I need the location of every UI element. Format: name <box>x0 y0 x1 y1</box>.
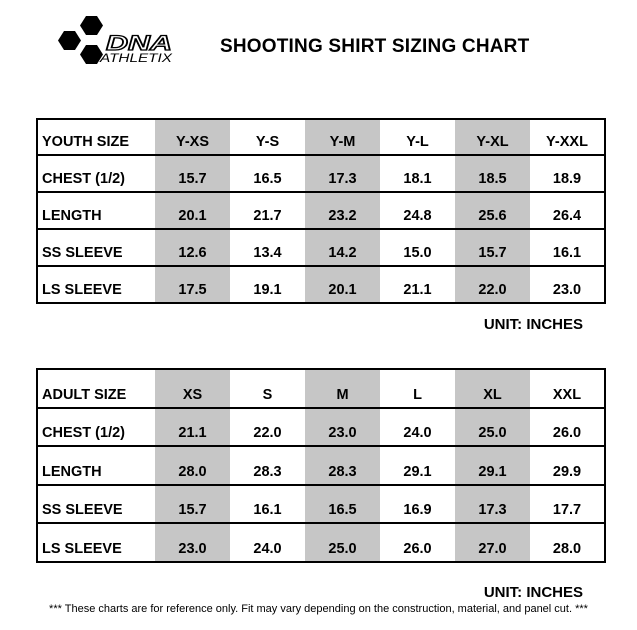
table-header-cell: XXL <box>552 386 582 403</box>
table-row-label: CHEST (1/2) <box>42 171 125 187</box>
table-header-cell: YOUTH SIZE <box>42 134 130 150</box>
table-cell: 28.3 <box>253 463 282 480</box>
table-row-label: LS SLEEVE <box>42 282 122 298</box>
youth-size-table <box>36 118 606 304</box>
table-cell: 29.1 <box>455 446 530 485</box>
table-header-cell: ADULT SIZE <box>42 386 127 403</box>
table-cell: 17.3 <box>455 485 530 524</box>
table-cell: 23.0 <box>155 523 230 562</box>
table-header-cell: M <box>305 369 380 408</box>
table-cell: 20.1 <box>305 266 380 303</box>
table-header-cell: XL <box>455 369 530 408</box>
hexagon-logo-icon <box>56 14 176 64</box>
table-cell: 15.7 <box>155 485 230 524</box>
logo-subtext: ATHLETIX <box>98 51 174 64</box>
table-cell: 26.0 <box>403 540 432 557</box>
table-cell: 21.1 <box>403 282 432 298</box>
table-cell: 24.0 <box>403 425 432 441</box>
table-cell: 23.2 <box>305 192 380 229</box>
table-cell: 17.3 <box>305 155 380 192</box>
logo-text: DNA <box>106 32 172 55</box>
table-cell: 22.0 <box>455 266 530 303</box>
table-row-label: SS SLEEVE <box>42 245 123 261</box>
table-cell: 24.0 <box>253 540 282 557</box>
table-cell: 23.0 <box>305 408 380 447</box>
table-header-cell: Y-M <box>305 119 380 155</box>
table-cell: 18.9 <box>552 171 582 187</box>
table-cell: 16.1 <box>253 502 282 518</box>
table-cell: 28.0 <box>155 446 230 485</box>
table-cell: 25.6 <box>455 192 530 229</box>
table-cell: 15.7 <box>155 155 230 192</box>
table-cell: 26.4 <box>552 208 582 224</box>
table-header-cell: L <box>413 386 422 403</box>
table-cell: 16.9 <box>403 502 432 518</box>
table-header-row <box>37 119 605 155</box>
adult-unit-label: UNIT: INCHES <box>483 584 583 601</box>
table-row <box>37 192 605 229</box>
table-cell: 22.0 <box>253 425 282 441</box>
table-row-label: LENGTH <box>42 208 102 224</box>
table-cell: 19.1 <box>253 282 282 298</box>
table-header-cell: Y-L <box>406 134 429 150</box>
table-cell: 25.0 <box>455 408 530 447</box>
table-row <box>37 266 605 303</box>
table-cell: 14.2 <box>305 229 380 266</box>
table-row <box>37 485 605 524</box>
table-cell: 17.5 <box>155 266 230 303</box>
table-cell: 23.0 <box>552 282 582 298</box>
table-cell: 16.1 <box>552 245 582 261</box>
table-cell: 25.0 <box>305 523 380 562</box>
table-cell: 21.1 <box>155 408 230 447</box>
table-cell: 12.6 <box>155 229 230 266</box>
table-header-cell: XS <box>155 369 230 408</box>
table-cell: 29.1 <box>403 463 432 480</box>
table-cell: 16.5 <box>253 171 282 187</box>
table-row <box>37 446 605 485</box>
table-cell: 18.5 <box>455 155 530 192</box>
brand-logo <box>56 14 176 64</box>
table-row-label: LENGTH <box>42 463 102 480</box>
disclaimer-note: *** These charts are for reference only. Fit may vary depending on the construction, material, and panel cut. *** <box>49 603 588 615</box>
table-header-cell: Y-XL <box>455 119 530 155</box>
table-cell: 27.0 <box>455 523 530 562</box>
table-row-label: SS SLEEVE <box>42 502 123 518</box>
table-row-label: LS SLEEVE <box>42 540 122 557</box>
youth-unit-label: UNIT: INCHES <box>483 316 583 333</box>
table-cell: 18.1 <box>403 171 432 187</box>
table-row <box>37 408 605 447</box>
page-title: SHOOTING SHIRT SIZING CHART <box>220 36 530 57</box>
table-row <box>37 155 605 192</box>
table-cell: 21.7 <box>253 208 282 224</box>
table-cell: 17.7 <box>552 502 582 518</box>
table-row-label: CHEST (1/2) <box>42 425 125 441</box>
table-header-cell: Y-XXL <box>546 134 588 150</box>
table-row <box>37 523 605 562</box>
table-cell: 28.0 <box>552 540 582 557</box>
table-cell: 24.8 <box>403 208 432 224</box>
table-cell: 16.5 <box>305 485 380 524</box>
table-cell: 28.3 <box>305 446 380 485</box>
table-header-cell: S <box>262 386 273 403</box>
table-cell: 20.1 <box>155 192 230 229</box>
table-header-row <box>37 369 605 408</box>
table-cell: 15.0 <box>403 245 432 261</box>
table-header-cell: Y-XS <box>155 119 230 155</box>
table-cell: 13.4 <box>253 245 282 261</box>
table-header-cell: Y-S <box>255 134 280 150</box>
table-row <box>37 229 605 266</box>
table-cell: 26.0 <box>552 425 582 441</box>
adult-size-table <box>36 368 606 563</box>
table-cell: 15.7 <box>455 229 530 266</box>
table-cell: 29.9 <box>552 463 582 480</box>
